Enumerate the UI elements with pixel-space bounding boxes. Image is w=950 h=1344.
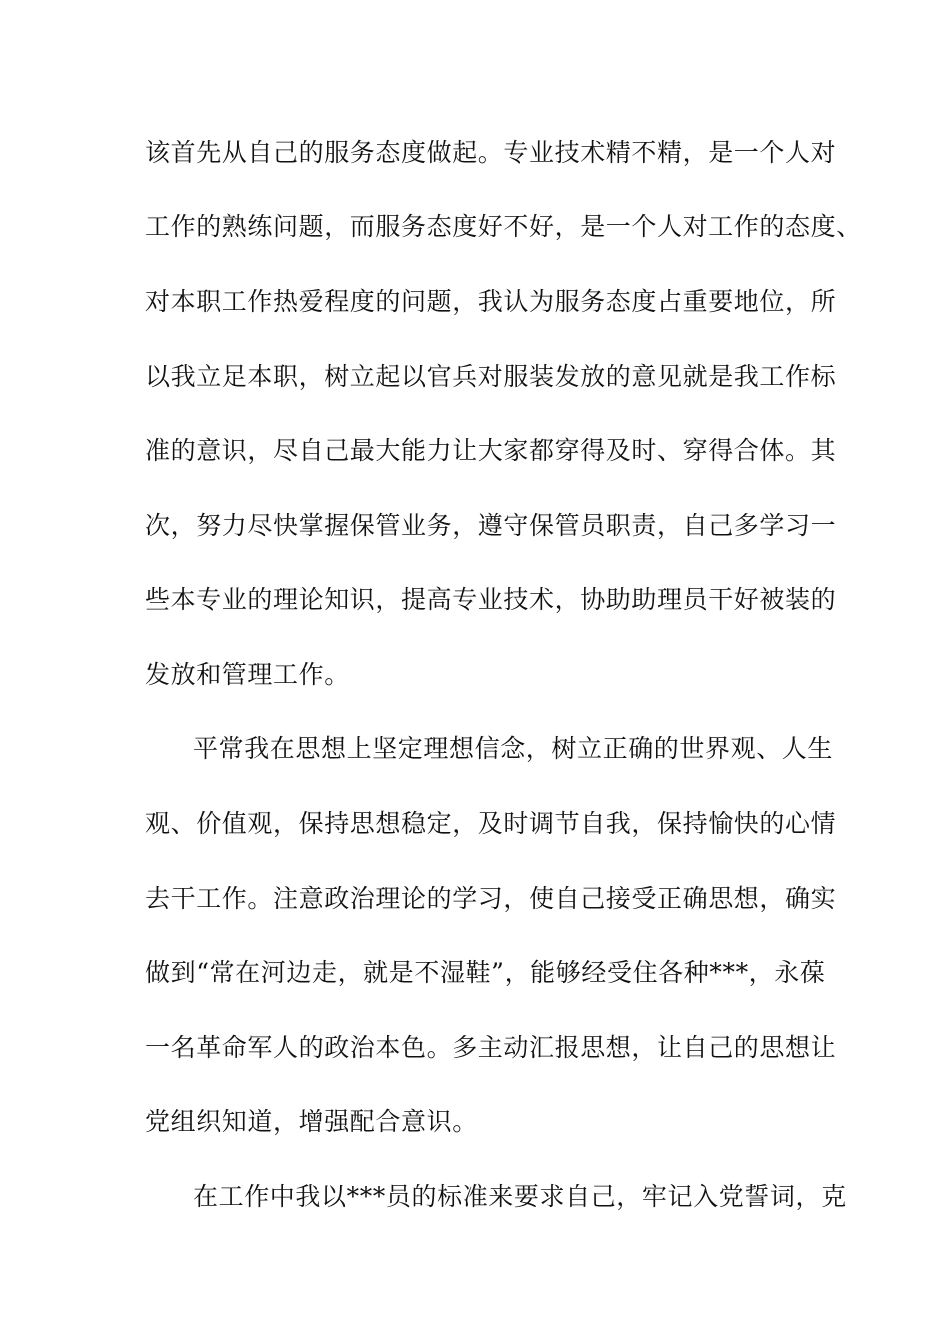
paragraph-2-line-6: 党组织知道，增强配合意识。 xyxy=(145,1107,478,1136)
paragraph-1-line-4: 以我立足本职，树立起以官兵对服装发放的意见就是我工作标 xyxy=(145,362,837,391)
paragraph-2-line-5: 一名革命军人的政治本色。多主动汇报思想，让自己的思想让 xyxy=(145,1033,837,1062)
paragraph-2-line-1: 平常我在思想上坚定理想信念，树立正确的世界观、人生 xyxy=(193,734,834,763)
paragraph-2-line-4: 做到“常在河边走，就是不湿鞋”，能够经受住各种***，永葆 xyxy=(145,958,826,987)
paragraph-1-line-3: 对本职工作热爱程度的问题，我认为服务态度占重要地位，所 xyxy=(145,287,837,316)
paragraph-1-line-6: 次，努力尽快掌握保管业务，遵守保管员职责，自己多学习一 xyxy=(145,511,837,540)
paragraph-1-line-1: 该首先从自己的服务态度做起。专业技术精不精，是一个人对 xyxy=(145,138,837,167)
paragraph-1-line-8: 发放和管理工作。 xyxy=(145,660,350,689)
paragraph-3-line-1: 在工作中我以***员的标准来要求自己，牢记入党誓词，克 xyxy=(193,1182,847,1211)
paragraph-1-line-5: 准的意识，尽自己最大能力让大家都穿得及时、穿得合体。其 xyxy=(145,436,837,465)
paragraph-1-line-7: 些本专业的理论知识，提高专业技术，协助助理员干好被装的 xyxy=(145,585,837,614)
paragraph-1-line-2: 工作的熟练问题，而服务态度好不好，是一个人对工作的态度、 xyxy=(145,212,862,241)
paragraph-2-line-3: 去干工作。注意政治理论的学习，使自己接受正确思想，确实 xyxy=(145,884,837,913)
paragraph-2-line-2: 观、价值观，保持思想稳定，及时调节自我，保持愉快的心情 xyxy=(145,809,837,838)
